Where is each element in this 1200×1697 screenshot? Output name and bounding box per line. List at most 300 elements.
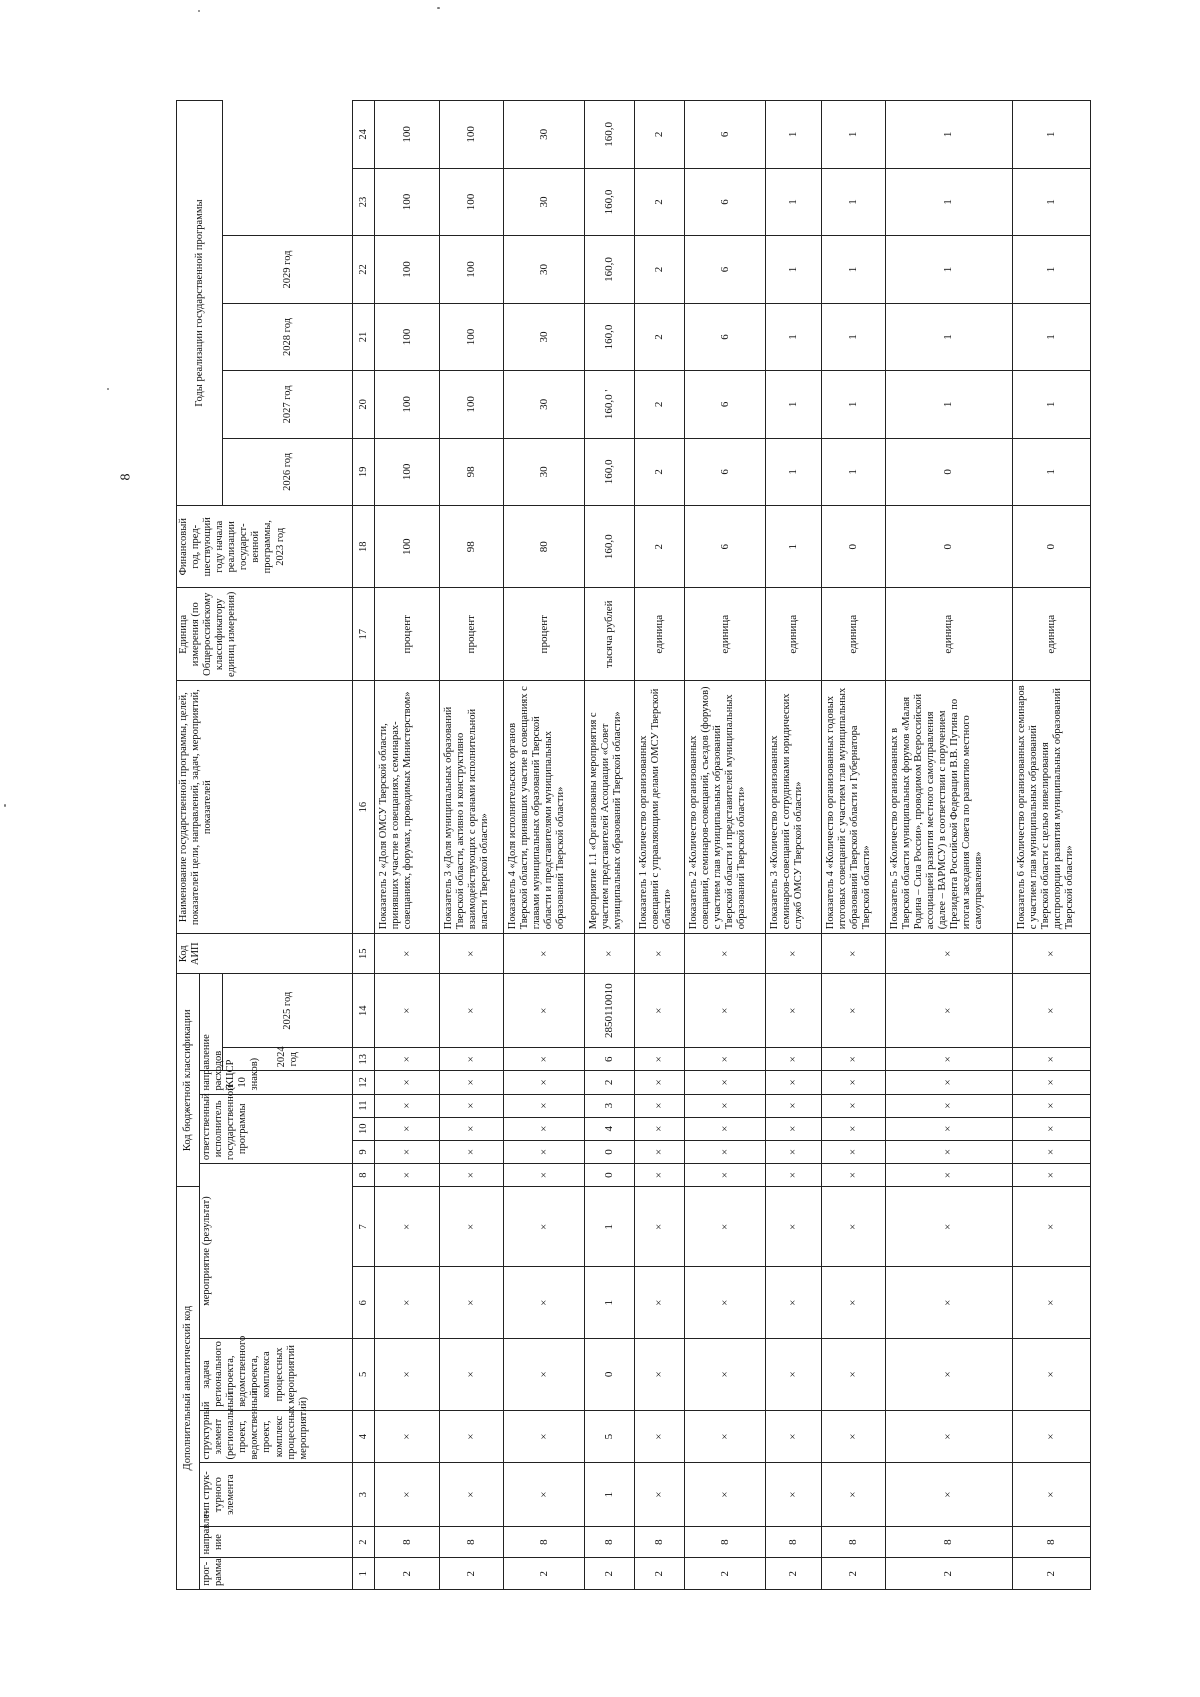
year-value-cell: 1 xyxy=(1012,168,1090,235)
year-value-cell: 1 xyxy=(766,438,822,505)
code-cell: 8 xyxy=(684,1526,765,1558)
code-cell: × xyxy=(684,1094,765,1117)
code-cell: × xyxy=(885,934,1012,974)
base-year-value-cell: 80 xyxy=(503,506,584,588)
header-year: 2028 год xyxy=(223,303,353,370)
code-cell: × xyxy=(821,1071,885,1094)
code-cell: × xyxy=(375,1267,440,1339)
year-value-cell: 30 xyxy=(503,101,584,169)
code-cell: × xyxy=(684,1140,765,1163)
code-cell: × xyxy=(684,1071,765,1094)
year-value-cell: 100 xyxy=(439,236,503,303)
table-rotated-container xyxy=(176,100,1091,1590)
code-cell: × xyxy=(885,1164,1012,1187)
code-cell: × xyxy=(1012,1339,1090,1411)
code-cell: 0 xyxy=(584,1339,634,1411)
code-cell: 2 xyxy=(766,1558,822,1590)
program-indicators-table xyxy=(176,100,1091,1590)
indicator-name-cell: Показатель 3 «Доля муниципальных образований Тверской области, активно и конструктивно взаимодействующих с органами исполнительной власти Тверской области» xyxy=(439,681,503,934)
code-cell: × xyxy=(375,1140,440,1163)
code-cell: 2 xyxy=(885,1558,1012,1590)
code-cell: × xyxy=(684,1463,765,1526)
base-year-value-cell: 1 xyxy=(766,506,822,588)
header-napravlenie: направле-ние xyxy=(200,1526,353,1558)
page-number: 8 xyxy=(118,473,134,481)
header-zadacha: задача регионального проекта, ведомственного проекта, комплекса процессных мероприятий xyxy=(200,1339,353,1411)
code-cell: 0 xyxy=(584,1164,634,1187)
year-value-cell: 100 xyxy=(375,438,440,505)
column-number-cell: 24 xyxy=(353,101,375,169)
code-cell: × xyxy=(684,934,765,974)
code-cell: × xyxy=(766,974,822,1048)
code-cell: × xyxy=(821,1339,885,1411)
column-number-cell: 6 xyxy=(353,1267,375,1339)
header-year: 2026 год xyxy=(223,438,353,505)
code-cell: × xyxy=(684,1164,765,1187)
code-cell: × xyxy=(684,1117,765,1140)
code-cell: × xyxy=(885,1463,1012,1526)
year-value-cell: 6 xyxy=(684,371,765,438)
header-tip: тип струк-турного элемента xyxy=(200,1463,353,1526)
table-header xyxy=(177,101,353,1590)
code-cell: 2 xyxy=(584,1558,634,1590)
header-year: 2027 год xyxy=(223,371,353,438)
table-row xyxy=(375,101,440,1590)
year-value-cell: 1 xyxy=(1012,236,1090,303)
code-cell: × xyxy=(821,1048,885,1071)
year-value-cell: 1 xyxy=(821,371,885,438)
code-cell: × xyxy=(439,934,503,974)
code-cell: × xyxy=(1012,1140,1090,1163)
indicator-name-cell: Показатель 6 «Количество организованных семинаров с участием глав муниципальных образований Тверской области с целью нивелирования диспропорции развития муниципальных образований Тверской области» xyxy=(1012,681,1090,934)
year-value-cell: 100 xyxy=(439,303,503,370)
code-cell: × xyxy=(439,1048,503,1071)
code-cell: 2 xyxy=(634,1558,684,1590)
code-cell: 8 xyxy=(375,1526,440,1558)
header-napr-rashodov: направление расходов (КЦСР 10 знаков) xyxy=(200,1071,353,1094)
code-cell: × xyxy=(584,934,634,974)
year-value-cell: 100 xyxy=(375,236,440,303)
year-value-cell: 1 xyxy=(885,371,1012,438)
table-body xyxy=(353,101,1091,1590)
column-number-cell: 15 xyxy=(353,934,375,974)
code-cell: × xyxy=(821,1094,885,1117)
code-cell: × xyxy=(375,974,440,1048)
code-cell: × xyxy=(821,934,885,974)
code-cell: × xyxy=(885,1339,1012,1411)
code-cell: × xyxy=(766,1164,822,1187)
code-cell: × xyxy=(1012,1267,1090,1339)
table-row xyxy=(584,101,634,1590)
code-cell: × xyxy=(634,1463,684,1526)
column-number-cell: 1 xyxy=(353,1558,375,1590)
year-value-cell: 30 xyxy=(503,303,584,370)
column-number-cell: 12 xyxy=(353,1071,375,1094)
code-cell: × xyxy=(766,1048,822,1071)
year-value-cell: 6 xyxy=(684,438,765,505)
code-cell: × xyxy=(1012,1094,1090,1117)
header-meropr: мероприятие (результат) xyxy=(200,1164,353,1339)
code-cell: 8 xyxy=(1012,1526,1090,1558)
code-cell: 2 xyxy=(503,1558,584,1590)
code-cell: × xyxy=(634,934,684,974)
table-row xyxy=(1012,101,1090,1590)
code-cell: × xyxy=(634,1048,684,1071)
column-number-cell: 9 xyxy=(353,1140,375,1163)
code-cell: 8 xyxy=(821,1526,885,1558)
year-value-cell: 160,0 xyxy=(584,168,634,235)
code-cell: × xyxy=(439,974,503,1048)
base-year-value-cell: 2 xyxy=(634,506,684,588)
code-cell: × xyxy=(634,1164,684,1187)
header-dop-code: Дополнительный аналитический код xyxy=(177,1187,200,1590)
column-number-cell: 13 xyxy=(353,1048,375,1071)
code-cell: 8 xyxy=(503,1526,584,1558)
code-cell: × xyxy=(766,1463,822,1526)
year-value-cell: 30 xyxy=(503,371,584,438)
year-value-cell: 2 xyxy=(634,168,684,235)
unit-cell: единица xyxy=(1012,588,1090,681)
code-cell: × xyxy=(503,1410,584,1463)
code-cell: 8 xyxy=(766,1526,822,1558)
header-kod-aip: Код АИП xyxy=(177,934,353,974)
code-cell: × xyxy=(1012,1410,1090,1463)
code-cell: × xyxy=(375,1187,440,1267)
code-cell: × xyxy=(766,1071,822,1094)
scan-speck xyxy=(107,388,109,390)
code-cell: 2 xyxy=(584,1071,634,1094)
year-value-cell: 1 xyxy=(766,168,822,235)
table-row xyxy=(684,101,765,1590)
column-number-cell: 14 xyxy=(353,974,375,1048)
code-cell: × xyxy=(684,974,765,1048)
year-value-cell: 160,0 ' xyxy=(584,371,634,438)
code-cell: × xyxy=(766,1140,822,1163)
code-cell: × xyxy=(821,1187,885,1267)
unit-cell: процент xyxy=(375,588,440,681)
year-value-cell: 1 xyxy=(1012,303,1090,370)
base-year-value-cell: 0 xyxy=(821,506,885,588)
unit-cell: процент xyxy=(503,588,584,681)
column-number-cell: 7 xyxy=(353,1187,375,1267)
code-cell: × xyxy=(766,1339,822,1411)
code-cell: × xyxy=(885,1048,1012,1071)
code-cell: × xyxy=(634,1410,684,1463)
code-cell: × xyxy=(503,1117,584,1140)
code-cell: × xyxy=(439,1410,503,1463)
code-cell: 2 xyxy=(375,1558,440,1590)
table-row xyxy=(634,101,684,1590)
indicator-name-cell: Показатель 2 «Доля ОМСУ Тверской области, принявших участие в совещаниях, семинарах-совещаниях, форумах, проводимых Министерством» xyxy=(375,681,440,934)
code-cell: × xyxy=(885,1410,1012,1463)
unit-cell: единица xyxy=(634,588,684,681)
code-cell: × xyxy=(766,1267,822,1339)
column-number-cell: 16 xyxy=(353,681,375,934)
year-value-cell: 98 xyxy=(439,438,503,505)
year-value-cell: 160,0 xyxy=(584,236,634,303)
code-cell: 0 xyxy=(584,1140,634,1163)
unit-cell: единица xyxy=(885,588,1012,681)
code-cell: × xyxy=(766,1187,822,1267)
code-cell: × xyxy=(821,1140,885,1163)
code-cell: × xyxy=(634,1071,684,1094)
code-cell: × xyxy=(375,1048,440,1071)
year-value-cell: 0 xyxy=(885,438,1012,505)
column-number-cell: 23 xyxy=(353,168,375,235)
code-cell: 2 xyxy=(1012,1558,1090,1590)
code-cell: 1 xyxy=(584,1267,634,1339)
code-cell: 8 xyxy=(584,1526,634,1558)
year-value-cell: 2 xyxy=(634,438,684,505)
code-cell: × xyxy=(821,1117,885,1140)
code-cell: × xyxy=(503,1071,584,1094)
code-cell: × xyxy=(1012,1048,1090,1071)
year-value-cell: 1 xyxy=(1012,438,1090,505)
code-cell: × xyxy=(684,1267,765,1339)
year-value-cell: 100 xyxy=(375,168,440,235)
column-number-cell: 5 xyxy=(353,1339,375,1411)
code-cell: × xyxy=(375,1117,440,1140)
code-cell: × xyxy=(1012,974,1090,1048)
code-cell: × xyxy=(503,1164,584,1187)
code-cell: × xyxy=(885,1140,1012,1163)
year-value-cell: 2 xyxy=(634,303,684,370)
header-otv: ответственный исполнитель государственной программы xyxy=(200,1094,353,1164)
code-cell: × xyxy=(375,1463,440,1526)
year-value-cell: 1 xyxy=(766,303,822,370)
column-number-cell: 19 xyxy=(353,438,375,505)
scan-speck xyxy=(437,7,440,9)
header-year: 2025 год xyxy=(223,974,353,1048)
code-cell: × xyxy=(766,1117,822,1140)
code-cell: × xyxy=(766,1410,822,1463)
header-struct: структурный элемент (региональный проект, ведомственный проект, комплекс процессных мероприятий) xyxy=(200,1410,353,1463)
year-value-cell: 1 xyxy=(821,303,885,370)
header-year: 2024 год xyxy=(223,1048,353,1071)
code-cell: 8 xyxy=(634,1526,684,1558)
code-cell: × xyxy=(375,1410,440,1463)
column-number-cell: 4 xyxy=(353,1410,375,1463)
code-cell: × xyxy=(634,974,684,1048)
indicator-name-cell: Показатель 5 «Количество организованных в Тверской области муниципальных форумов «Малая Родина – Сила России», проводимом Всероссийской ассоциацией развития местного самоуправления (далее – ВАРМСУ) в соответствии с поручением Президента Российской Федерации В.В. Путина по итогам заседания Совета по развитию местного самоуправления» xyxy=(885,681,1012,934)
code-cell: × xyxy=(1012,1117,1090,1140)
code-cell: × xyxy=(634,1187,684,1267)
year-value-cell: 100 xyxy=(375,101,440,169)
header-unit: Единица измерения (по Общероссийскому классификатору единиц измерения) xyxy=(177,588,353,681)
scan-speck xyxy=(198,10,200,12)
code-cell: 2850110010 xyxy=(584,974,634,1048)
code-cell: 2 xyxy=(821,1558,885,1590)
code-cell: × xyxy=(684,1187,765,1267)
table-row xyxy=(766,101,822,1590)
code-cell: × xyxy=(821,1267,885,1339)
code-cell: × xyxy=(503,934,584,974)
base-year-value-cell: 0 xyxy=(885,506,1012,588)
header-programma: прог-рамма xyxy=(200,1558,353,1590)
base-year-value-cell: 100 xyxy=(375,506,440,588)
code-cell: × xyxy=(885,1267,1012,1339)
code-cell: × xyxy=(439,1463,503,1526)
code-cell: × xyxy=(766,934,822,974)
code-cell: 5 xyxy=(584,1410,634,1463)
year-value-cell: 1 xyxy=(766,236,822,303)
code-cell: × xyxy=(684,1339,765,1411)
code-cell: × xyxy=(885,974,1012,1048)
code-cell: × xyxy=(1012,1187,1090,1267)
code-cell: 2 xyxy=(684,1558,765,1590)
table-row xyxy=(885,101,1012,1590)
year-value-cell: 1 xyxy=(885,168,1012,235)
table-row xyxy=(503,101,584,1590)
year-value-cell: 1 xyxy=(821,438,885,505)
column-number-cell: 18 xyxy=(353,506,375,588)
year-value-cell: 1 xyxy=(1012,371,1090,438)
year-value-cell: 30 xyxy=(503,168,584,235)
code-cell: × xyxy=(885,1187,1012,1267)
code-cell: × xyxy=(634,1117,684,1140)
column-number-cell: 10 xyxy=(353,1117,375,1140)
table-row xyxy=(821,101,885,1590)
year-value-cell: 6 xyxy=(684,236,765,303)
indicator-name-cell: Показатель 2 «Количество организованных совещаний, семинаров-совещаний, съездов (форумов) с участием глав муниципальных образований Тверской области и представителей муниципальных образований Тверской области» xyxy=(684,681,765,934)
column-number-cell: 8 xyxy=(353,1164,375,1187)
code-cell: 8 xyxy=(439,1526,503,1558)
code-cell: 4 xyxy=(584,1117,634,1140)
scan-speck xyxy=(4,804,6,807)
code-cell: × xyxy=(375,1071,440,1094)
header-year: 2029 год xyxy=(223,236,353,303)
column-number-cell: 20 xyxy=(353,371,375,438)
code-cell: × xyxy=(821,1164,885,1187)
year-value-cell: 1 xyxy=(766,371,822,438)
code-cell: × xyxy=(375,934,440,974)
code-cell: × xyxy=(503,1094,584,1117)
code-cell: × xyxy=(634,1267,684,1339)
code-cell: × xyxy=(439,1339,503,1411)
column-number-cell: 21 xyxy=(353,303,375,370)
year-value-cell: 1 xyxy=(821,101,885,169)
indicator-name-cell: Показатель 4 «Количество организованных годовых итоговых совещаний с участием глав муниципальных образований Тверской области и Губернатора Тверской области» xyxy=(821,681,885,934)
year-value-cell: 30 xyxy=(503,438,584,505)
code-cell: 1 xyxy=(584,1187,634,1267)
code-cell: × xyxy=(503,1187,584,1267)
unit-cell: единица xyxy=(766,588,822,681)
code-cell: × xyxy=(375,1164,440,1187)
year-value-cell: 2 xyxy=(634,371,684,438)
code-cell: × xyxy=(503,1048,584,1071)
year-value-cell: 6 xyxy=(684,101,765,169)
code-cell: × xyxy=(821,1463,885,1526)
column-number-cell: 11 xyxy=(353,1094,375,1117)
base-year-value-cell: 6 xyxy=(684,506,765,588)
code-cell: × xyxy=(821,1410,885,1463)
year-value-cell: 160,0 xyxy=(584,303,634,370)
code-cell: × xyxy=(885,1117,1012,1140)
year-value-cell: 100 xyxy=(439,168,503,235)
unit-cell: единица xyxy=(684,588,765,681)
code-cell: × xyxy=(503,1463,584,1526)
table-row xyxy=(439,101,503,1590)
code-cell: × xyxy=(1012,934,1090,974)
year-value-cell: 30 xyxy=(503,236,584,303)
code-cell: × xyxy=(439,1094,503,1117)
year-value-cell: 2 xyxy=(634,101,684,169)
year-value-cell: 1 xyxy=(821,168,885,235)
year-value-cell: 160,0 xyxy=(584,438,634,505)
code-cell: 3 xyxy=(584,1094,634,1117)
year-value-cell: 1 xyxy=(766,101,822,169)
code-cell: × xyxy=(503,1140,584,1163)
code-cell: × xyxy=(503,1339,584,1411)
unit-cell: процент xyxy=(439,588,503,681)
header-name: Наименование государственной программы, целей, показателей цели, направлений, задач, мероприятий, показателей xyxy=(177,681,353,934)
year-value-cell: 100 xyxy=(375,371,440,438)
code-cell: × xyxy=(375,1094,440,1117)
year-value-cell: 6 xyxy=(684,168,765,235)
column-number-cell: 17 xyxy=(353,588,375,681)
column-number-cell: 2 xyxy=(353,1526,375,1558)
code-cell: × xyxy=(503,974,584,1048)
code-cell: × xyxy=(439,1267,503,1339)
column-number-row xyxy=(353,101,375,1590)
year-value-cell: 1 xyxy=(1012,101,1090,169)
year-value-cell: 1 xyxy=(885,303,1012,370)
code-cell: 1 xyxy=(584,1463,634,1526)
code-cell: 2 xyxy=(439,1558,503,1590)
code-cell: 8 xyxy=(885,1526,1012,1558)
code-cell: × xyxy=(1012,1463,1090,1526)
code-cell: 6 xyxy=(584,1048,634,1071)
year-value-cell: 100 xyxy=(439,371,503,438)
header-years-group: Годы реализации государственной программы xyxy=(177,101,223,506)
code-cell: × xyxy=(634,1339,684,1411)
year-value-cell: 1 xyxy=(885,101,1012,169)
code-cell: × xyxy=(439,1071,503,1094)
code-cell: × xyxy=(766,1094,822,1117)
code-cell: × xyxy=(684,1410,765,1463)
column-number-cell: 22 xyxy=(353,236,375,303)
code-cell: × xyxy=(885,1071,1012,1094)
code-cell: × xyxy=(684,1048,765,1071)
base-year-value-cell: 98 xyxy=(439,506,503,588)
code-cell: × xyxy=(1012,1164,1090,1187)
indicator-name-cell: Показатель 4 «Доля исполнительских органов Тверской области, принявших участие в совещаниях с главами муниципальных образований Тверской области и представителями муниципальных образований Тверской области» xyxy=(503,681,584,934)
code-cell: × xyxy=(439,1164,503,1187)
code-cell: × xyxy=(439,1187,503,1267)
base-year-value-cell: 160,0 xyxy=(584,506,634,588)
year-value-cell: 100 xyxy=(439,101,503,169)
code-cell: × xyxy=(821,974,885,1048)
year-value-cell: 100 xyxy=(375,303,440,370)
code-cell: × xyxy=(503,1267,584,1339)
code-cell: × xyxy=(634,1140,684,1163)
code-cell: × xyxy=(375,1339,440,1411)
column-number-cell: 3 xyxy=(353,1463,375,1526)
code-cell: × xyxy=(439,1140,503,1163)
code-cell: × xyxy=(634,1094,684,1117)
code-cell: × xyxy=(1012,1071,1090,1094)
year-value-cell: 6 xyxy=(684,303,765,370)
indicator-name-cell: Мероприятие 1.1 «Организованы мероприятия с участием представителей Ассоциации «Совет муниципальных образований Тверской области» xyxy=(584,681,634,934)
year-value-cell: 2 xyxy=(634,236,684,303)
indicator-name-cell: Показатель 3 «Количество организованных семинаров-совещаний с сотрудниками юридических служб ОМСУ Тверской области» xyxy=(766,681,822,934)
base-year-value-cell: 0 xyxy=(1012,506,1090,588)
indicator-name-cell: Показатель 1 «Количество организованных совещаний с управляющими делами ОМСУ Тверской области» xyxy=(634,681,684,934)
unit-cell: тысяча рублей xyxy=(584,588,634,681)
code-cell: × xyxy=(885,1094,1012,1117)
code-cell: × xyxy=(439,1117,503,1140)
unit-cell: единица xyxy=(821,588,885,681)
